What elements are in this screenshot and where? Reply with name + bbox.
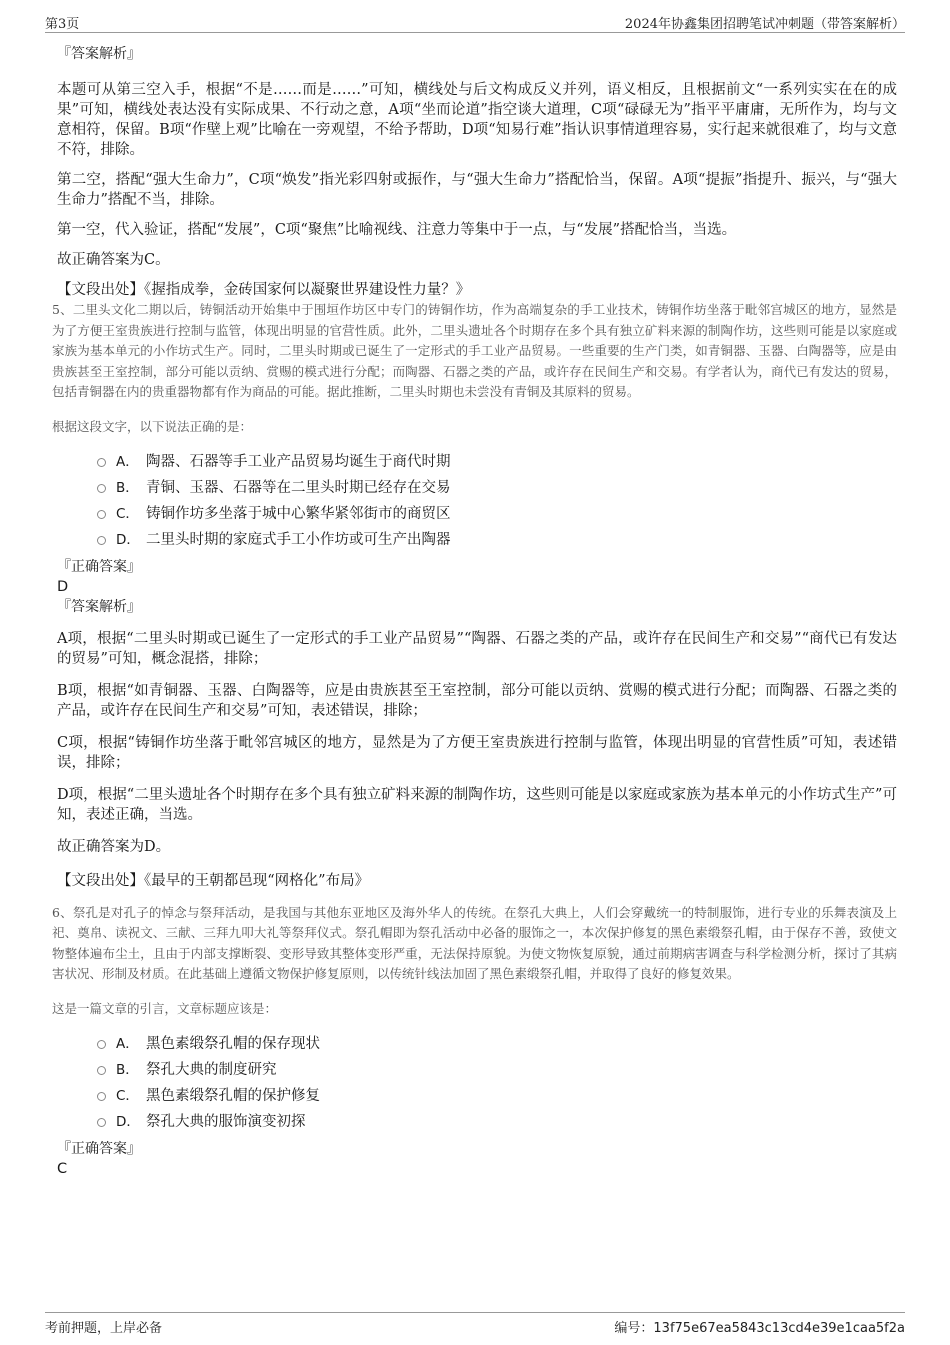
question-prompt: 这是一篇文章的引言，文章标题应该是： [52, 1000, 278, 1016]
option-letter: B． [116, 479, 139, 496]
radio-button-icon[interactable] [97, 484, 106, 493]
option-a[interactable] [97, 449, 897, 475]
explanation-conclusion: 故正确答案为C。 [57, 252, 170, 268]
q4-explanation [57, 44, 897, 300]
question-6 [52, 903, 897, 1019]
question-5-options [57, 449, 897, 553]
option-letter: C． [116, 1087, 139, 1104]
explanation-heading: 『答案解析』 [57, 46, 141, 62]
question-6-answer [57, 1139, 897, 1179]
option-letter: B． [116, 1061, 139, 1078]
explanation-paragraph: C项，根据“铸铜作坊坐落于毗邻宫城区的地方，显然是为了方便王室贵族进行控制与监管，体现出明显的官营性质”可知，表述错误，排除； [57, 734, 897, 771]
option-b[interactable] [97, 1057, 897, 1083]
radio-button-icon[interactable] [97, 510, 106, 519]
radio-button-icon[interactable] [97, 1092, 106, 1101]
explanation-heading: 『答案解析』 [57, 598, 141, 615]
page-content [52, 44, 897, 1179]
option-letter: C． [116, 505, 139, 522]
option-letter: D． [116, 1113, 140, 1130]
option-letter: A． [116, 1035, 139, 1052]
serial-number [614, 1317, 905, 1336]
page-header [45, 10, 905, 33]
serial-label: 编号： [614, 1321, 654, 1336]
explanation-paragraph: A项，根据“二里头时期或已诞生了一定形式的手工业产品贸易”“陶器、石器之类的产品，或许存在民间生产和交易”“商代已有发达的贸易”可知，概念混搭，排除； [57, 630, 897, 667]
option-text: 陶器、石器等手工业产品贸易均诞生于商代时期 [146, 453, 451, 470]
document-title: 2024年协鑫集团招聘笔试冲刺题（带答案解析） [624, 17, 905, 32]
correct-answer: C [57, 1160, 68, 1177]
option-c[interactable] [97, 1083, 897, 1109]
explanation-paragraph: B项，根据“如青铜器、玉器、白陶器等，应是由贵族甚至王室控制，部分可能以贡纳、赏赐的模式进行分配；而陶器、石器之类的产品，或许存在民间生产和交易”可知，表述错误，排除； [57, 682, 897, 719]
explanation-paragraph: 第一空，代入验证，搭配“发展”，C项“聚焦”比喻视线、注意力等集中于一点，与“发展”搭配恰当，当选。 [57, 222, 737, 238]
question-5 [52, 300, 897, 437]
option-text: 青铜、玉器、石器等在二里头时期已经存在交易 [146, 479, 451, 496]
option-c[interactable] [97, 501, 897, 527]
question-prompt: 根据这段文字，以下说法正确的是： [52, 418, 253, 434]
option-text: 铸铜作坊多坐落于城中心繁华紧邻街市的商贸区 [146, 505, 451, 522]
question-5-answer [57, 557, 897, 891]
option-text: 二里头时期的家庭式手工小作坊或可生产出陶器 [146, 531, 451, 548]
page-footer [45, 1312, 905, 1337]
option-letter: D． [116, 531, 140, 548]
radio-button-icon[interactable] [97, 536, 106, 545]
passage-source: 【文段出处】《握指成拳，金砖国家何以凝聚世界建设性力量？》 [57, 282, 471, 298]
question-passage: 5、二里头文化二期以后，铸铜活动开始集中于围垣作坊区中专门的铸铜作坊，作为高端复杂的手工业技术，铸铜作坊坐落于毗邻宫城区的地方，显然是为了方便王室贵族进行控制与监管，体现出明显的官营性质。此外，二里头遗址各个时期存在多个具有独立矿料来源的制陶作坊，这些则可能是以家庭或家族为基本单元的小作坊式生产。同时，二里头时期或已诞生了一定形式的手工业产品贸易。一些重要的生产门类，如青铜器、玉器、白陶器等，应是由贵族甚至王室控制，部分可能以贡纳、赏赐的模式进行分配；而陶器、石器之类的产品，或许存在民间生产和交易。有学者认为，商代已有发达的贸易，包括青铜器在内的贵重器物都有作为商品的可能。据此推断，二里头时期也未尝没有青铜及其原料的贸易。 [52, 302, 897, 399]
explanation-conclusion: 故正确答案为D。 [57, 838, 171, 855]
option-text: 黑色素缎祭孔帽的保护修复 [146, 1087, 320, 1104]
radio-button-icon[interactable] [97, 1066, 106, 1075]
answer-heading: 『正确答案』 [57, 1140, 141, 1157]
question-6-options [57, 1031, 897, 1135]
page-number: 第3页 [45, 17, 80, 32]
option-text: 黑色素缎祭孔帽的保存现状 [146, 1035, 320, 1052]
explanation-paragraph: D项，根据“二里头遗址各个时期存在多个具有独立矿料来源的制陶作坊，这些则可能是以家庭或家族为基本单元的小作坊式生产”可知，表述正确，当选。 [57, 786, 897, 823]
radio-button-icon[interactable] [97, 1040, 106, 1049]
explanation-paragraph: 第二空，搭配“强大生命力”，C项“焕发”指光彩四射或振作，与“强大生命力”搭配恰当，保留。A项“提振”指提升、振兴，与“强大生命力”搭配不当，排除。 [57, 172, 897, 208]
option-d[interactable] [97, 1109, 897, 1135]
explanation-paragraph: 本题可从第三空入手，根据“不是……而是……”可知，横线处与后文构成反义并列，语义相反，且根据前文“一系列实实在在的成果”可知，横线处表达没有实际成果、不行动之意，A项“坐而论道”指空谈大道理，C项“碌碌无为”指平平庸庸，无所作为，均与文意相符，保留。B项“作壁上观”比喻在一旁观望，不给予帮助，D项“知易行难”指认识事情道理容易，实行起来就很难了，均与文意不符，排除。 [57, 82, 897, 158]
option-text: 祭孔大典的制度研究 [146, 1061, 277, 1078]
radio-button-icon[interactable] [97, 458, 106, 467]
answer-heading: 『正确答案』 [57, 558, 141, 575]
correct-answer: D [57, 578, 69, 595]
serial-value: 13f75e67ea5843c13cd4e39e1caa5f2a [653, 1321, 905, 1336]
option-letter: A． [116, 453, 139, 470]
question-passage: 6、祭孔是对孔子的悼念与祭拜活动，是我国与其他东亚地区及海外华人的传统。在祭孔大典上，人们会穿戴统一的特制服饰，进行专业的乐舞表演及上祀、奠帛、读祝文、三献、三拜九叩大礼等祭拜仪式。祭孔帽即为祭孔活动中必备的服饰之一，本次保护修复的黑色素缎祭孔帽，由于保存不善，致使文物整体遍布尘土，且由于内部支撑断裂、变形导致其整体变形严重，无法保持原貌。为使文物恢复原貌，通过前期病害调查与科学检测分析，探讨了其病害状况、形制及材质。在此基础上遵循文物保护修复原则，以传统针线法加固了黑色素缎祭孔帽，并取得了良好的修复效果。 [52, 904, 897, 981]
passage-source: 【文段出处】《最早的王朝都邑现“网格化”布局》 [57, 872, 370, 889]
option-a[interactable] [97, 1031, 897, 1057]
footer-slogan: 考前押题，上岸必备 [45, 1321, 163, 1336]
option-b[interactable] [97, 475, 897, 501]
option-d[interactable] [97, 527, 897, 553]
radio-button-icon[interactable] [97, 1118, 106, 1127]
option-text: 祭孔大典的服饰演变初探 [146, 1113, 306, 1130]
